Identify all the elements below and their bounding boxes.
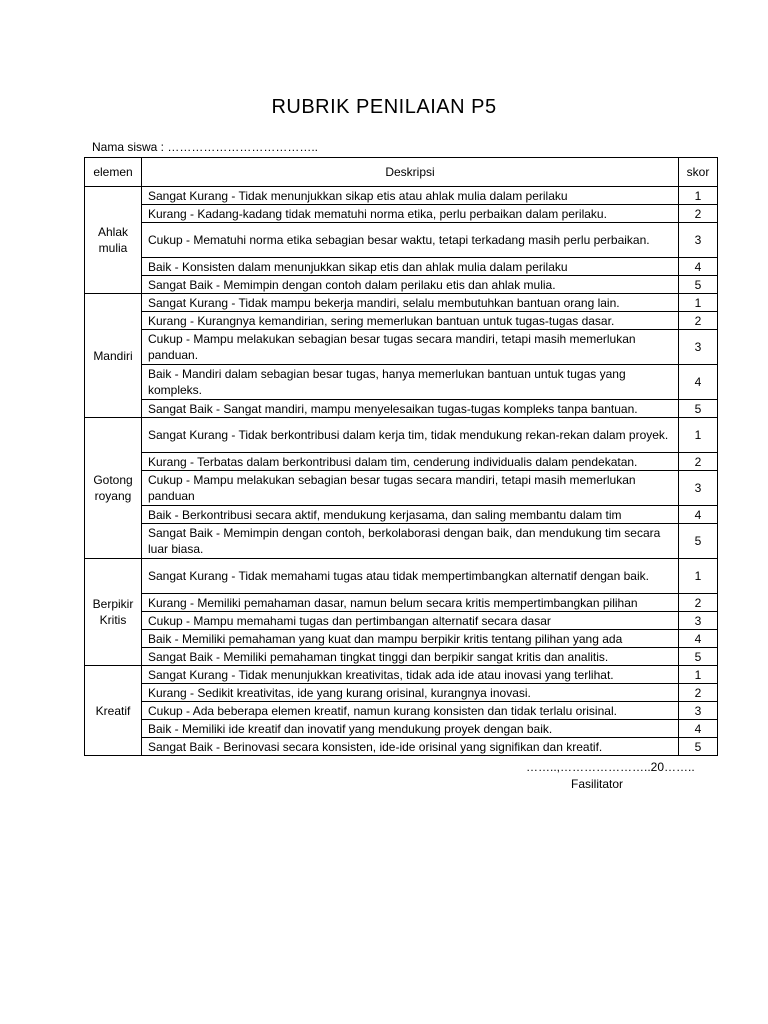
description-cell: Cukup - Ada beberapa elemen kreatif, namun kurang konsisten dan tidak terlalu orisinal. bbox=[142, 702, 679, 720]
rubric-body bbox=[85, 187, 718, 756]
rubric-row bbox=[85, 630, 718, 648]
score-cell: 4 bbox=[679, 365, 718, 400]
score-cell: 5 bbox=[679, 524, 718, 559]
description-cell: Kurang - Kurangnya kemandirian, sering memerlukan bantuan untuk tugas-tugas dasar. bbox=[142, 312, 679, 330]
description-cell: Sangat Kurang - Tidak menunjukkan sikap etis atau ahlak mulia dalam perilaku bbox=[142, 187, 679, 205]
rubric-row bbox=[85, 453, 718, 471]
description-cell: Sangat Kurang - Tidak menunjukkan kreativitas, tidak ada ide atau inovasi yang terlihat. bbox=[142, 666, 679, 684]
score-cell: 3 bbox=[679, 223, 718, 258]
score-cell: 3 bbox=[679, 702, 718, 720]
score-cell: 5 bbox=[679, 400, 718, 418]
rubric-row bbox=[85, 559, 718, 594]
element-name: Kreatif bbox=[85, 666, 142, 756]
description-cell: Sangat Baik - Sangat mandiri, mampu menyelesaikan tugas-tugas kompleks tanpa bantuan. bbox=[142, 400, 679, 418]
description-cell: Kurang - Kadang-kadang tidak mematuhi norma etika, perlu perbaikan dalam perilaku. bbox=[142, 205, 679, 223]
rubric-row bbox=[85, 330, 718, 365]
score-cell: 1 bbox=[679, 418, 718, 453]
score-cell: 1 bbox=[679, 294, 718, 312]
description-cell: Baik - Mandiri dalam sebagian besar tugas, hanya memerlukan bantuan untuk tugas yang kompleks. bbox=[142, 365, 679, 400]
description-cell: Sangat Kurang - Tidak memahami tugas atau tidak mempertimbangkan alternatif dengan baik. bbox=[142, 559, 679, 594]
score-cell: 2 bbox=[679, 684, 718, 702]
rubric-row bbox=[85, 506, 718, 524]
rubric-row bbox=[85, 312, 718, 330]
score-cell: 2 bbox=[679, 453, 718, 471]
rubric-row bbox=[85, 471, 718, 506]
header-elemen: elemen bbox=[85, 158, 142, 187]
rubric-row bbox=[85, 666, 718, 684]
student-name-line: Nama siswa : ……………………………….. bbox=[92, 140, 319, 154]
description-cell: Sangat Kurang - Tidak berkontribusi dalam kerja tim, tidak mendukung rekan-rekan dalam proyek. bbox=[142, 418, 679, 453]
description-cell: Sangat Kurang - Tidak mampu bekerja mandiri, selalu membutuhkan bantuan orang lain. bbox=[142, 294, 679, 312]
description-cell: Kurang - Memiliki pemahaman dasar, namun belum secara kritis mempertimbangkan pilihan bbox=[142, 594, 679, 612]
score-cell: 1 bbox=[679, 559, 718, 594]
signature-role: Fasilitator bbox=[571, 777, 624, 791]
score-cell: 2 bbox=[679, 594, 718, 612]
rubric-row bbox=[85, 738, 718, 756]
header-deskripsi: Deskripsi bbox=[142, 158, 679, 187]
description-cell: Sangat Baik - Memimpin dengan contoh dalam perilaku etis dan ahlak mulia. bbox=[142, 276, 679, 294]
score-cell: 4 bbox=[679, 720, 718, 738]
description-cell: Baik - Memiliki ide kreatif dan inovatif yang mendukung proyek dengan baik. bbox=[142, 720, 679, 738]
element-name: Berpikir Kritis bbox=[85, 559, 142, 666]
description-cell: Kurang - Terbatas dalam berkontribusi dalam tim, cenderung individualis dalam pendekatan. bbox=[142, 453, 679, 471]
rubric-row bbox=[85, 684, 718, 702]
description-cell: Cukup - Mampu melakukan sebagian besar tugas secara mandiri, tetapi masih memerlukan panduan bbox=[142, 471, 679, 506]
element-name: Mandiri bbox=[85, 294, 142, 418]
rubric-row bbox=[85, 720, 718, 738]
score-cell: 1 bbox=[679, 187, 718, 205]
score-cell: 5 bbox=[679, 276, 718, 294]
score-cell: 4 bbox=[679, 506, 718, 524]
rubric-row bbox=[85, 187, 718, 205]
description-cell: Cukup - Mampu melakukan sebagian besar tugas secara mandiri, tetapi masih memerlukan panduan. bbox=[142, 330, 679, 365]
rubric-row bbox=[85, 276, 718, 294]
element-name: Ahlak mulia bbox=[85, 187, 142, 294]
description-cell: Cukup - Mampu memahami tugas dan pertimbangan alternatif secara dasar bbox=[142, 612, 679, 630]
description-cell: Sangat Baik - Memimpin dengan contoh, berkolaborasi dengan baik, dan mendukung tim secara luar biasa. bbox=[142, 524, 679, 559]
rubric-row bbox=[85, 612, 718, 630]
rubric-row bbox=[85, 702, 718, 720]
header-row bbox=[85, 158, 718, 187]
score-cell: 3 bbox=[679, 612, 718, 630]
score-cell: 5 bbox=[679, 648, 718, 666]
element-name: Gotong royang bbox=[85, 418, 142, 559]
score-cell: 4 bbox=[679, 258, 718, 276]
header-skor: skor bbox=[679, 158, 718, 187]
rubric-row bbox=[85, 205, 718, 223]
score-cell: 2 bbox=[679, 205, 718, 223]
rubric-row bbox=[85, 594, 718, 612]
description-cell: Sangat Baik - Berinovasi secara konsisten, ide-ide orisinal yang signifikan dan kreatif. bbox=[142, 738, 679, 756]
signature-date-line: ……..,…………………..20…….. bbox=[526, 760, 695, 774]
description-cell: Kurang - Sedikit kreativitas, ide yang kurang orisinal, kurangnya inovasi. bbox=[142, 684, 679, 702]
description-cell: Baik - Memiliki pemahaman yang kuat dan mampu berpikir kritis tentang pilihan yang ada bbox=[142, 630, 679, 648]
description-cell: Sangat Baik - Memiliki pemahaman tingkat tinggi dan berpikir sangat kritis dan analitis. bbox=[142, 648, 679, 666]
score-cell: 5 bbox=[679, 738, 718, 756]
score-cell: 2 bbox=[679, 312, 718, 330]
rubric-row bbox=[85, 365, 718, 400]
score-cell: 1 bbox=[679, 666, 718, 684]
rubric-row bbox=[85, 258, 718, 276]
page-title: RUBRIK PENILAIAN P5 bbox=[271, 96, 497, 118]
rubric-row bbox=[85, 648, 718, 666]
score-cell: 3 bbox=[679, 330, 718, 365]
rubric-row bbox=[85, 524, 718, 559]
rubric-table bbox=[84, 157, 718, 756]
rubric-row bbox=[85, 400, 718, 418]
score-cell: 4 bbox=[679, 630, 718, 648]
rubric-row bbox=[85, 223, 718, 258]
description-cell: Cukup - Mematuhi norma etika sebagian besar waktu, tetapi terkadang masih perlu perbaikan. bbox=[142, 223, 679, 258]
rubric-row bbox=[85, 294, 718, 312]
description-cell: Baik - Berkontribusi secara aktif, mendukung kerjasama, dan saling membantu dalam tim bbox=[142, 506, 679, 524]
score-cell: 3 bbox=[679, 471, 718, 506]
rubric-row bbox=[85, 418, 718, 453]
description-cell: Baik - Konsisten dalam menunjukkan sikap etis dan ahlak mulia dalam perilaku bbox=[142, 258, 679, 276]
